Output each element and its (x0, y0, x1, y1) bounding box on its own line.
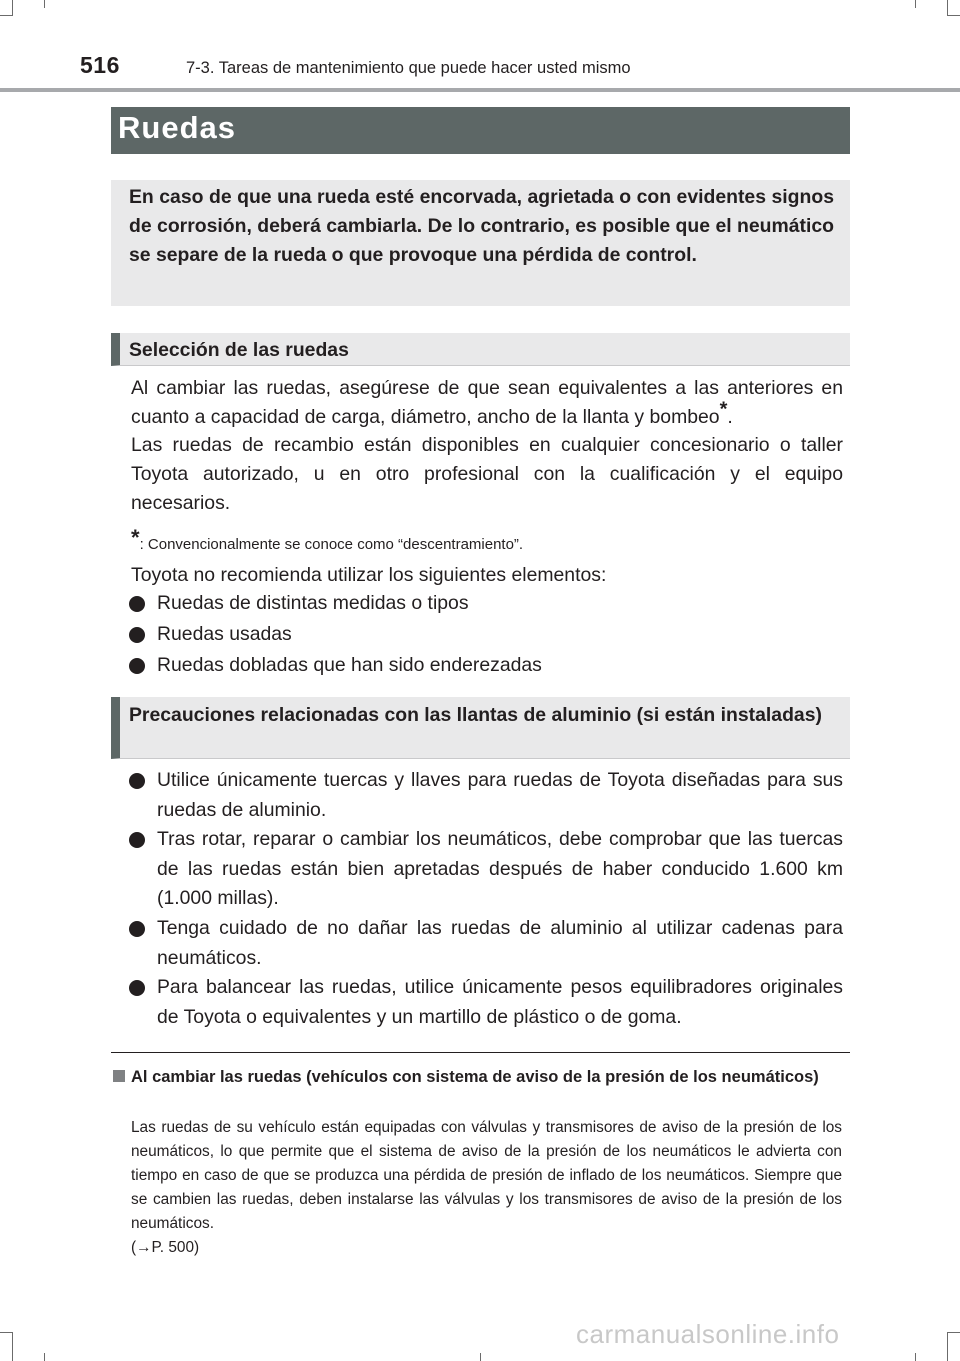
crop-mark (947, 15, 960, 16)
list-item-text: Ruedas dobladas que han sido enderezadas (157, 654, 542, 676)
paragraph-text: Al cambiar las ruedas, asegúrese de que sean equivalentes a las anteriores en cuanto a capacidad de carga, diámetro, ancho de la llanta y bombeo (131, 377, 843, 428)
asterisk-mark: * (719, 398, 728, 421)
crop-mark (44, 1353, 45, 1361)
list-item-text: Para balancear las ruedas, utilice únicamente pesos equilibradores originales de Toyota o equivalentes y un martillo de plástico o de goma. (157, 976, 843, 1028)
bullet-icon (129, 832, 145, 848)
footnote (131, 525, 523, 553)
bullet-icon (129, 921, 145, 937)
header-rule (0, 88, 960, 92)
crop-mark (12, 1332, 13, 1361)
bullet-icon (129, 627, 145, 643)
crop-mark (915, 0, 916, 8)
subheading-wheel-selection: Selección de las ruedas (129, 339, 349, 361)
crop-mark (0, 1332, 13, 1333)
footnote-asterisk: * (131, 525, 140, 550)
note-title: Al cambiar las ruedas (vehículos con sistema de aviso de la presión de los neumáticos) (131, 1068, 819, 1086)
note-square-icon (113, 1070, 125, 1082)
list-item-text: Tras rotar, reparar o cambiar los neumáticos, debe comprobar que las tuercas de las ruedas están bien apretadas después de haber conducido 1.600 km (1.000 millas). (157, 828, 843, 910)
crop-mark (915, 1353, 916, 1361)
note-body (131, 1116, 842, 1261)
paragraph-equivalence (131, 374, 843, 432)
running-header: 7-3. Tareas de mantenimiento que puede hacer usted mismo (186, 59, 631, 77)
bullet-icon (129, 658, 145, 674)
crop-mark (947, 0, 948, 16)
crop-mark (947, 1332, 960, 1333)
list-item-text: Utilice únicamente tuercas y llaves para ruedas de Toyota diseñadas para sus ruedas de aluminio. (157, 769, 843, 821)
bullet-icon (129, 980, 145, 996)
crop-mark (947, 1332, 948, 1361)
page-number: 516 (80, 52, 120, 78)
watermark: carmanualsonline.info (576, 1319, 840, 1349)
page-reference-link[interactable]: (→P. 500) (131, 1239, 200, 1257)
paragraph-replacement: Las ruedas de recambio están disponibles en cualquier concesionario o taller Toyota autorizado, u en otro profesional con la cualificación y el equipo necesarios. (131, 434, 843, 514)
list-item-text: Ruedas de distintas medidas o tipos (157, 592, 469, 614)
note-divider (111, 1052, 850, 1053)
paragraph-intro: Toyota no recomienda utilizar los siguientes elementos: (131, 564, 607, 586)
bullet-icon (129, 773, 145, 789)
note-text: Las ruedas de su vehículo están equipadas con válvulas y transmisores de aviso de la presión de los neumáticos, lo que permite que el sistema de aviso de la presión de los neumáticos le advierta con tiempo en caso de que se produzca una pérdida de presión de inflado de los neumáticos. Siempre que se cambien las ruedas, deben instalarse las válvulas y los transmisores de aviso de la presión de los neumáticos. (131, 1119, 842, 1233)
subheading-aluminum-wheels: Precauciones relacionadas con las llantas de aluminio (si están instaladas) (129, 704, 822, 726)
crop-mark (480, 1353, 481, 1361)
crop-mark (12, 0, 13, 16)
bullet-icon (129, 596, 145, 612)
paragraph-end: . (727, 405, 733, 428)
page-title: Ruedas (118, 110, 236, 145)
footnote-text: : Convencionalmente se conoce como “descentramiento”. (139, 536, 524, 553)
crop-mark (44, 0, 45, 8)
list-item-text: Ruedas usadas (157, 623, 292, 645)
warning-text: En caso de que una rueda esté encorvada, agrietada o con evidentes signos de corrosión, deberá cambiarla. De lo contrario, es posible que el neumático se separe de la rueda o que provoque una pérdida de control. (129, 186, 834, 267)
list-item-text: Tenga cuidado de no dañar las ruedas de aluminio al utilizar cadenas para neumáticos. (157, 917, 843, 969)
crop-mark (0, 15, 13, 16)
